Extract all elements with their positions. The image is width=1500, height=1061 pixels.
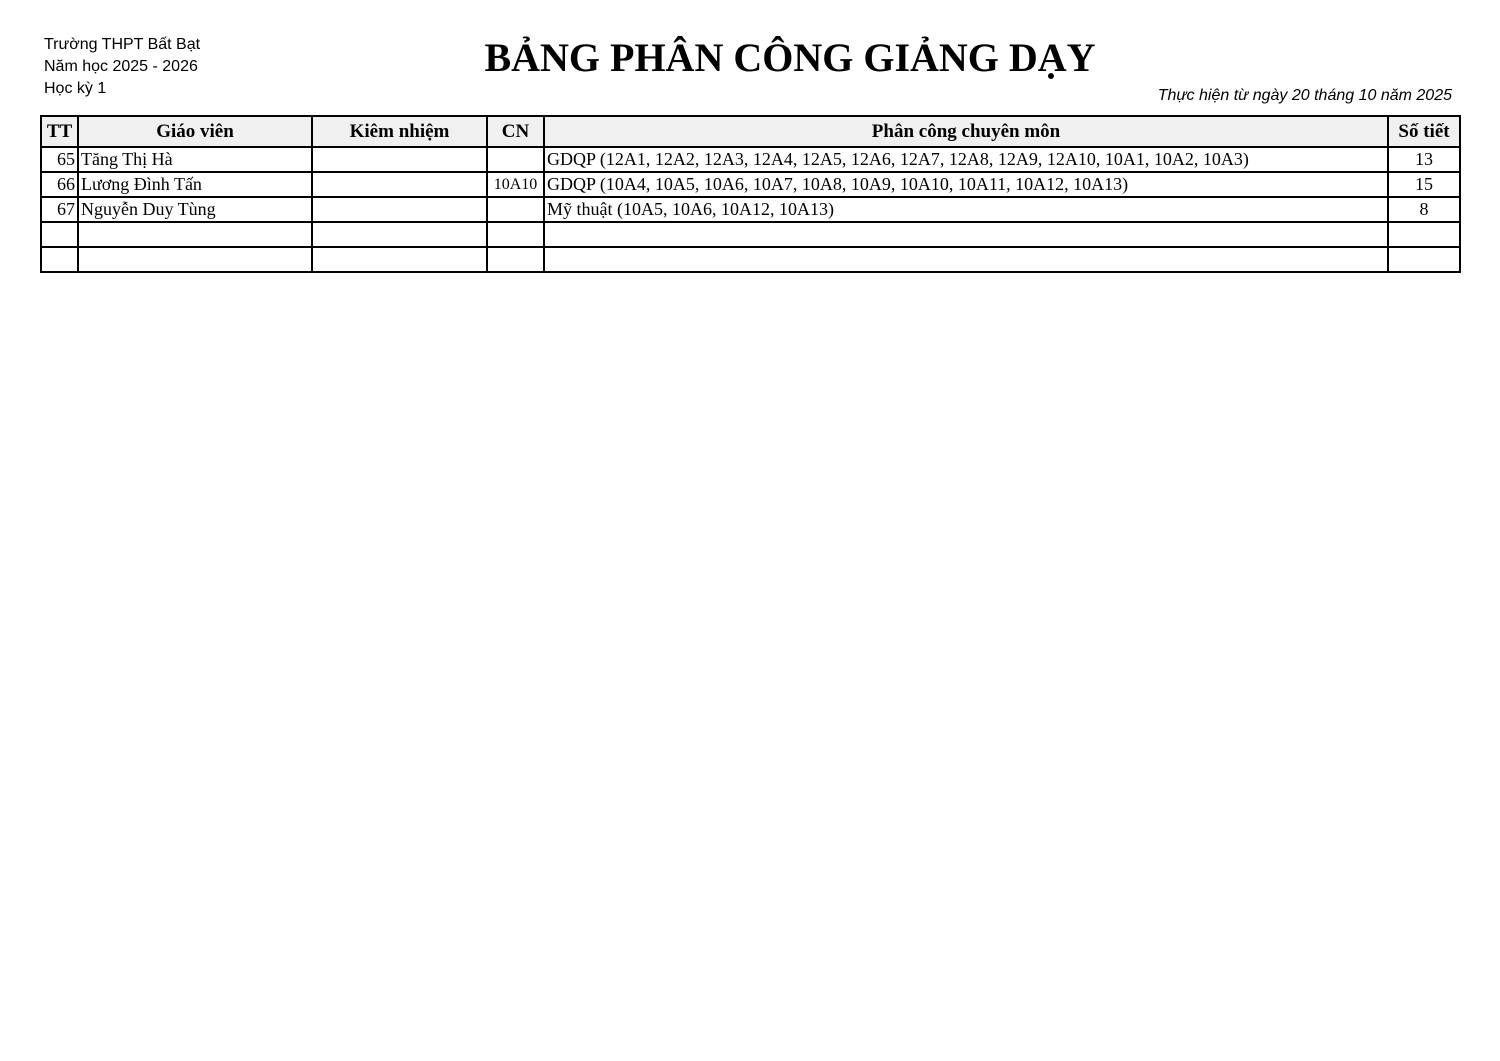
school-name: Trường THPT Bất Bạt [44,36,201,53]
table-row [41,147,1460,172]
cell-concurrent [312,147,487,172]
column-header-assignment: Phân công chuyên môn [544,116,1388,147]
cell-cn [487,222,544,247]
cell-periods [1388,247,1460,272]
cell-teacher: Nguyễn Duy Tùng [78,197,312,222]
cell-cn: 10A10 [487,172,544,197]
cell-teacher: Tăng Thị Hà [78,147,312,172]
school-info [44,34,200,100]
effective-date: Thực hiện từ ngày 20 tháng 10 năm 2025 [1157,87,1452,104]
cell-cn [487,197,544,222]
school-year: Năm học 2025 - 2026 [44,58,198,75]
cell-cn [487,147,544,172]
cell-assignment [544,247,1388,272]
cell-periods: 8 [1388,197,1460,222]
table-row [41,247,1460,272]
column-header-teacher: Giáo viên [78,116,312,147]
page-title: BẢNG PHÂN CÔNG GIẢNG DẠY [484,35,1096,80]
cell-tt: 67 [41,197,78,222]
cell-tt: 65 [41,147,78,172]
table-row [41,172,1460,197]
cell-teacher: Lương Đình Tấn [78,172,312,197]
cell-concurrent [312,247,487,272]
cell-periods: 15 [1388,172,1460,197]
cell-tt [41,222,78,247]
column-header-concurrent: Kiêm nhiệm [312,116,487,147]
assignment-table [40,115,1461,273]
cell-assignment: Mỹ thuật (10A5, 10A6, 10A12, 10A13) [544,197,1388,222]
cell-teacher [78,222,312,247]
column-header-cn: CN [487,116,544,147]
cell-tt: 66 [41,172,78,197]
table-row [41,197,1460,222]
cell-concurrent [312,172,487,197]
cell-concurrent [312,222,487,247]
cell-periods: 13 [1388,147,1460,172]
column-header-periods: Số tiết [1388,116,1460,147]
semester: Học kỳ 1 [44,80,107,97]
cell-teacher [78,247,312,272]
table-header-row [41,116,1460,147]
cell-concurrent [312,197,487,222]
cell-assignment: GDQP (12A1, 12A2, 12A3, 12A4, 12A5, 12A6, 12A7, 12A8, 12A9, 12A10, 10A1, 10A2, 10A3) [544,147,1388,172]
cell-tt [41,247,78,272]
cell-assignment: GDQP (10A4, 10A5, 10A6, 10A7, 10A8, 10A9, 10A10, 10A11, 10A12, 10A13) [544,172,1388,197]
cell-assignment [544,222,1388,247]
cell-cn [487,247,544,272]
column-header-tt: TT [41,116,78,147]
table-row [41,222,1460,247]
cell-periods [1388,222,1460,247]
